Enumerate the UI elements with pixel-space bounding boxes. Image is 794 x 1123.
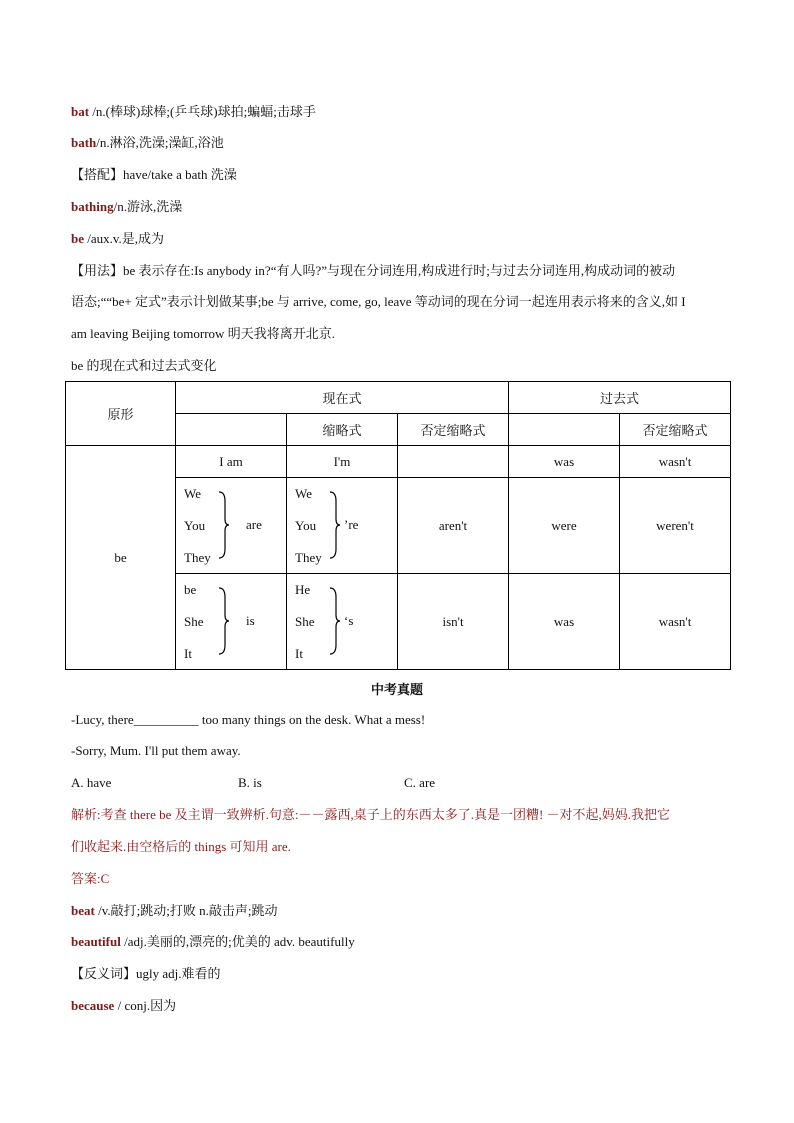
contraction-group-cell [287, 478, 398, 574]
note-text: be 表示存在:Is anybody in?“有人吗?”与现在分词连用,构成进行时;与过去分词连用,构成动词的被动 [123, 263, 676, 278]
definition: /v.敲打;跳动;打败 n.敲击声;跳动 [94, 903, 278, 918]
entry-be [71, 230, 164, 248]
table-cell: were [509, 478, 620, 574]
subject-word: They [184, 549, 211, 565]
subject-word: You [295, 517, 317, 533]
subject-word: You [184, 517, 206, 533]
entry-beautiful [71, 933, 355, 951]
definition: /adj.美丽的,漂亮的;优美的 adv. beautifully [120, 934, 355, 949]
headword: be [71, 231, 84, 246]
option-c: C. are [404, 775, 436, 790]
table-cell: weren't [620, 478, 731, 574]
contraction-group-cell [287, 574, 398, 670]
subject-word: be [184, 581, 197, 597]
verb-form: is [246, 612, 255, 628]
right-brace-icon [218, 587, 230, 655]
subject-word: She [184, 613, 204, 629]
usage-note-line-3: am leaving Beijing tomorrow 明天我将离开北京. [71, 326, 335, 341]
entry-bat [71, 103, 316, 121]
note-tag: 【搭配】 [71, 167, 124, 182]
note-tag: 【用法】 [71, 263, 124, 278]
entry-beat [71, 902, 277, 920]
header-negative-contraction: 否定缩略式 [398, 414, 509, 446]
table-cell: was [509, 446, 620, 478]
antonym-note [71, 965, 221, 983]
right-brace-icon [329, 587, 341, 655]
header-blank [509, 414, 620, 446]
table-cell [398, 446, 509, 478]
subject-word: We [184, 485, 201, 501]
header-present: 现在式 [176, 382, 509, 414]
headword: beautiful [71, 934, 121, 949]
headword: bath [71, 135, 97, 150]
subject-word: We [295, 485, 312, 501]
note-text: have/take a bath 洗澡 [123, 167, 237, 182]
header-past-negative-contraction: 否定缩略式 [620, 414, 731, 446]
analysis-line-1: 解析:考查 there be 及主谓一致辨析.句意:－－露西,桌子上的东西太多了.真是一团糟! －对不起,妈妈.我把它 [71, 807, 671, 822]
table-cell: aren't [398, 478, 509, 574]
answer: 答案:C [71, 871, 110, 886]
question-line-1: -Lucy, there__________ too many things on the desk. What a mess! [71, 712, 426, 727]
note-text: ugly adj.难看的 [136, 966, 221, 981]
subject-group-cell [176, 574, 287, 670]
exam-section-title: 中考真题 [370, 682, 423, 697]
analysis-line-2: 们收起来.由空格后的 things 可知用 are. [71, 839, 291, 854]
headword: beat [71, 903, 95, 918]
question-line-2: -Sorry, Mum. I'll put them away. [71, 743, 241, 758]
table-cell: wasn't [620, 446, 731, 478]
contraction-suffix: ‘s [344, 612, 354, 628]
entry-bathing [71, 198, 182, 216]
right-brace-icon [218, 491, 230, 559]
headword: bat [71, 104, 90, 119]
right-brace-icon [329, 491, 341, 559]
header-blank [176, 414, 287, 446]
usage-note-line-2: 语态;““be+ 定式”表示计划做某事;be 与 arrive, come, go, leave 等动词的现在分词一起连用表示将来的含义,如 I [71, 294, 686, 309]
subject-group-cell [176, 478, 287, 574]
note-tag: 【反义词】 [71, 966, 137, 981]
header-past: 过去式 [509, 382, 731, 414]
subject-word: She [295, 613, 315, 629]
table-cell: isn't [398, 574, 509, 670]
verb-form: are [246, 516, 262, 532]
definition: /n.(棒球)球棒;(乒乓球)球拍;蝙蝠;击球手 [89, 104, 316, 119]
definition: /n.游泳,洗澡 [113, 199, 183, 214]
be-conjugation-table [65, 381, 731, 670]
table-cell: I am [176, 446, 287, 478]
table-caption: be 的现在式和过去式变化 [71, 358, 217, 373]
subject-word: It [184, 645, 192, 661]
definition: /aux.v.是,成为 [84, 231, 165, 246]
option-a: A. have [71, 775, 112, 790]
table-cell: I'm [287, 446, 398, 478]
subject-word: He [295, 581, 311, 597]
table-cell: was [509, 574, 620, 670]
option-b: B. is [238, 775, 262, 790]
usage-note-line-1 [71, 262, 675, 280]
table-cell: wasn't [620, 574, 731, 670]
headword: bathing [71, 199, 114, 214]
base-form-cell: be [66, 446, 176, 670]
subject-word: They [295, 549, 322, 565]
definition: /n.淋浴,洗澡;澡缸,浴池 [96, 135, 224, 150]
header-base-form: 原形 [66, 382, 176, 446]
collocation-note [71, 166, 237, 184]
subject-word: It [295, 645, 303, 661]
entry-because [71, 997, 176, 1015]
contraction-suffix: ’re [344, 516, 359, 532]
entry-bath [71, 134, 224, 152]
headword: because [71, 998, 115, 1013]
header-contraction: 缩略式 [287, 414, 398, 446]
definition: / conj.因为 [114, 998, 177, 1013]
